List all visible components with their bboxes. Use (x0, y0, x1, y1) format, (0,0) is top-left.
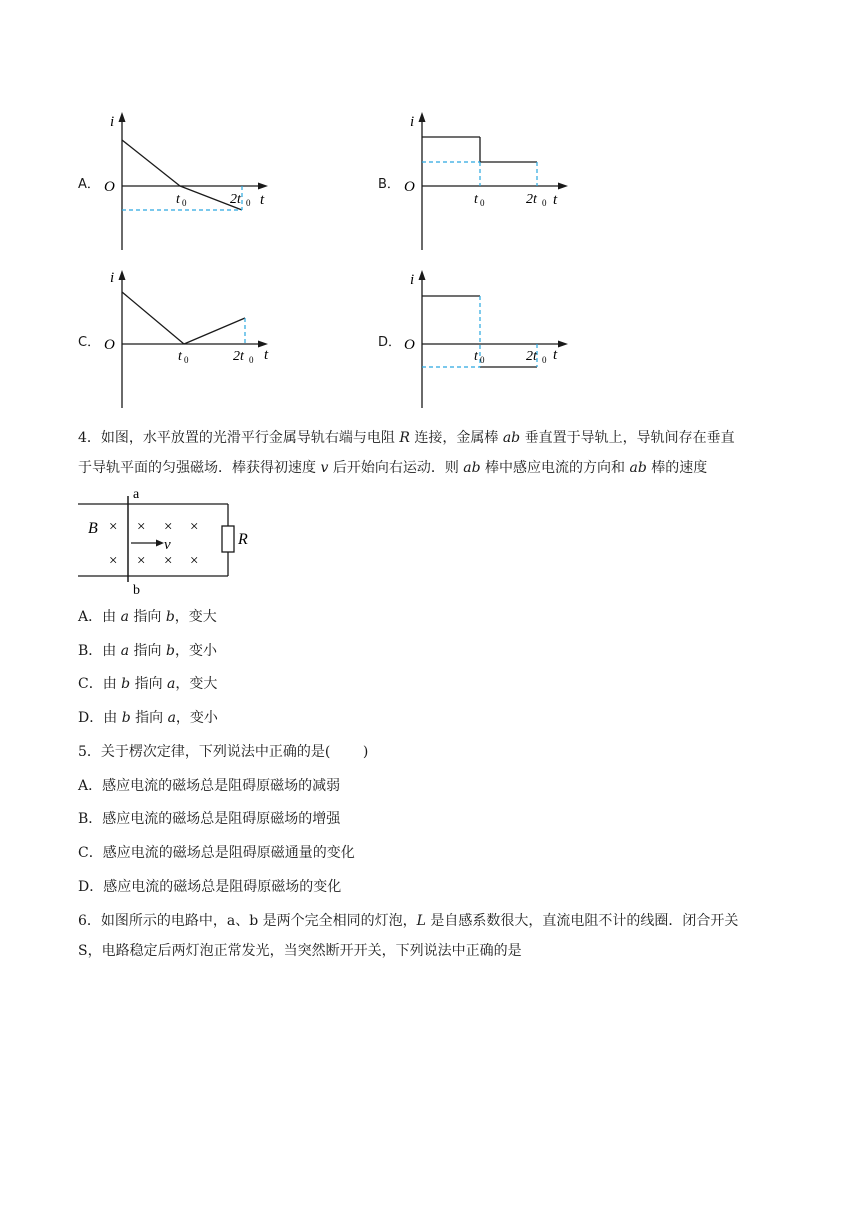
q5-option-b[interactable]: B．感应电流的磁场总是阻碍原磁场的增强 (78, 811, 341, 827)
question-6-stem: 6．如图所示的电路中，a、b 是两个完全相同的灯泡，L 是自感系数很大，直流电阻不计的线圈．闭合开关 S，电路稳定后两灯泡正常发光，当突然断开开关，下列说法中正确的是 (78, 913, 739, 959)
field-label-B: B (88, 520, 98, 537)
resistor-symbol (222, 526, 234, 552)
svg-text:O: O (404, 179, 415, 195)
svg-text:0: 0 (249, 355, 254, 365)
svg-text:O: O (404, 337, 415, 353)
svg-text:2t: 2t (233, 349, 244, 364)
graph-option-b (400, 110, 580, 255)
q5-option-c[interactable]: C．感应电流的磁场总是阻碍原磁通量的变化 (78, 845, 355, 861)
svg-text:0: 0 (542, 355, 547, 365)
axis-i-label: i (110, 114, 115, 130)
q5-option-d[interactable]: D．感应电流的磁场总是阻碍原磁场的变化 (78, 879, 342, 895)
q4-option-a[interactable]: A．由 a 指向 b，变大 (78, 609, 217, 625)
svg-text:2t: 2t (230, 192, 241, 207)
svg-text:i: i (410, 272, 415, 288)
svg-text:O: O (104, 337, 115, 353)
svg-text:i: i (110, 270, 115, 286)
rod-label-b: b (133, 583, 140, 598)
svg-text:×: × (190, 519, 199, 535)
q5-option-a[interactable]: A．感应电流的磁场总是阻碍原磁场的减弱 (78, 778, 341, 794)
resistor-label-R: R (238, 531, 248, 548)
q4-option-b[interactable]: B．由 a 指向 b，变小 (78, 643, 217, 659)
svg-text:×: × (137, 519, 146, 535)
svg-text:0: 0 (182, 198, 187, 208)
svg-text:2t: 2t (526, 192, 537, 207)
svg-text:t: t (176, 192, 180, 207)
axis-t-label: t (260, 192, 265, 208)
svg-text:0: 0 (246, 198, 251, 208)
origin-label: O (104, 179, 115, 195)
graph-option-c (100, 268, 280, 413)
graph-option-a (100, 110, 280, 255)
q4-option-c[interactable]: C．由 b 指向 a，变大 (78, 676, 218, 692)
svg-text:t: t (264, 347, 269, 363)
svg-text:×: × (164, 553, 173, 569)
q4-option-d[interactable]: D．由 b 指向 a，变小 (78, 710, 218, 726)
svg-text:×: × (109, 553, 118, 569)
svg-text:0: 0 (480, 198, 485, 208)
svg-text:t: t (178, 349, 182, 364)
svg-text:0: 0 (480, 355, 485, 365)
velocity-label-v: v (164, 537, 171, 553)
question-4-stem: 4．如图，水平放置的光滑平行金属导轨右端与电阻 R 连接，金属棒 ab 垂直置于导轨上，导轨间存在垂直 于导轨平面的匀强磁场．棒获得初速度 v 后开始向右运动．则 ab 棒中感应电流的方向和 ab 棒的速度 (78, 430, 735, 476)
question-5-stem: 5．关于楞次定律，下列说法中正确的是( ) (78, 744, 369, 760)
svg-text:t: t (553, 347, 558, 363)
svg-text:t: t (474, 349, 478, 364)
svg-text:2t: 2t (526, 349, 537, 364)
rod-label-a: a (133, 487, 140, 502)
svg-text:×: × (137, 553, 146, 569)
svg-text:×: × (190, 553, 199, 569)
graph-option-d (400, 268, 580, 413)
svg-text:0: 0 (184, 355, 189, 365)
svg-text:i: i (410, 114, 415, 130)
option-b-label: B． (378, 177, 400, 192)
option-c-label: C． (78, 335, 101, 350)
option-d-label: D． (378, 335, 402, 350)
svg-text:t: t (553, 192, 558, 208)
option-a-label: A． (78, 177, 100, 192)
svg-text:0: 0 (542, 198, 547, 208)
svg-text:×: × (164, 519, 173, 535)
svg-text:t: t (474, 192, 478, 207)
rail-circuit-figure (78, 486, 268, 598)
magnetic-field-crosses (109, 519, 198, 569)
svg-text:×: × (109, 519, 118, 535)
